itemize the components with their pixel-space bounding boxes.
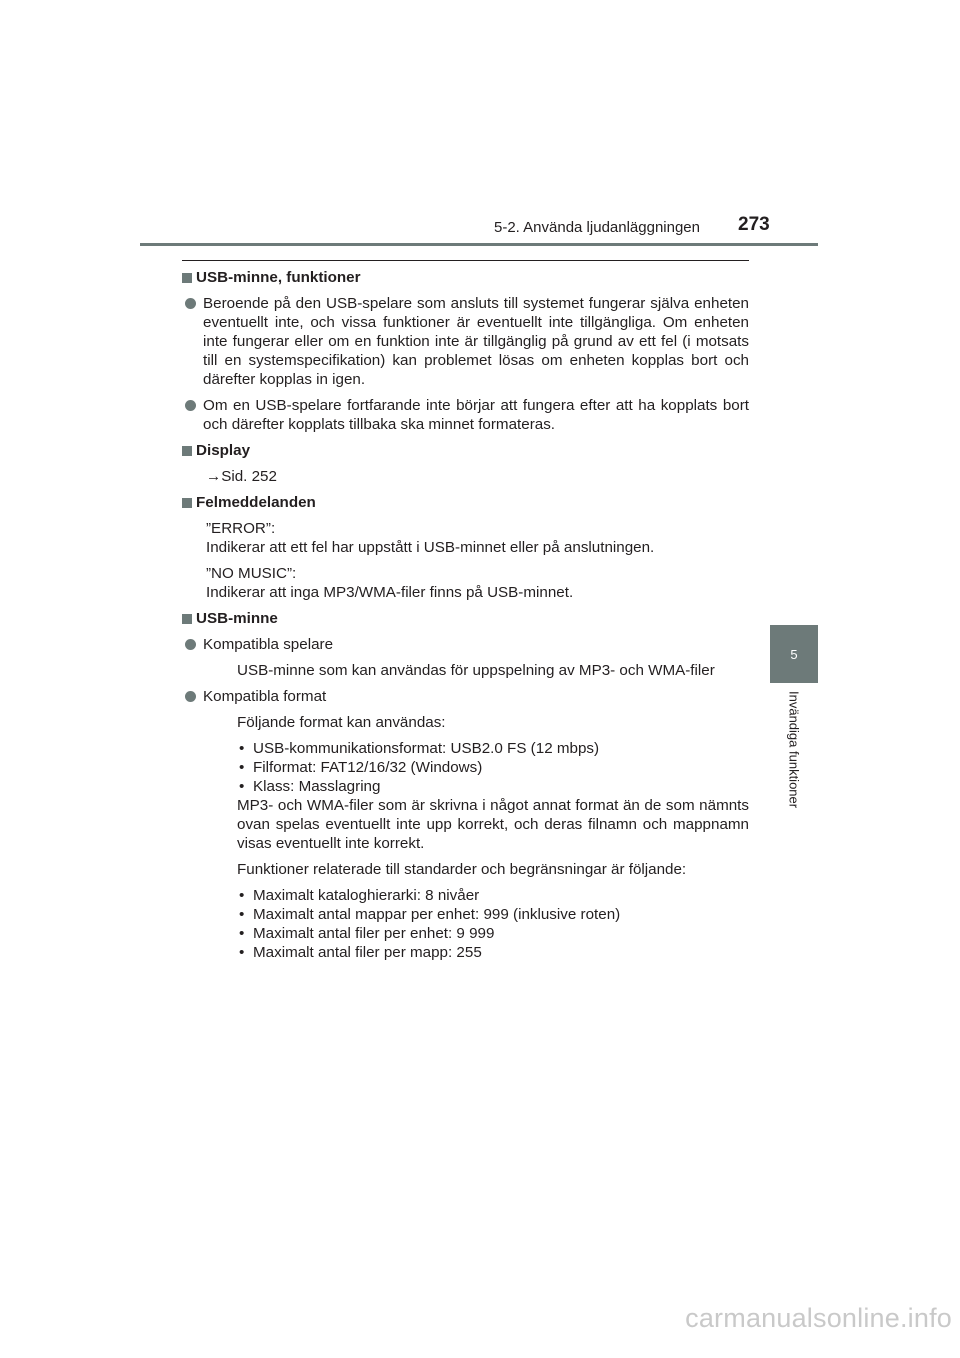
section-heading-errors — [182, 493, 749, 512]
paragraph: Följande format kan användas: — [237, 714, 446, 731]
page-number: 273 — [738, 214, 770, 235]
content-top-rule — [182, 260, 749, 261]
bullet-item — [182, 635, 749, 654]
bullet-item — [182, 687, 749, 706]
circle-bullet-icon — [185, 400, 196, 411]
bullet-text: Om en USB-spelare fortfarande inte börjar att fungera efter att ha kopplats bort och därefter kopplats tillbaka ska minnet formateras. — [203, 397, 749, 433]
error-description: Indikerar att ett fel har uppstått i USB-minnet eller på anslutningen. — [206, 539, 655, 556]
square-bullet-icon — [182, 498, 192, 508]
list-item: • Maximalt antal filer per enhet: 9 999 — [237, 924, 749, 943]
heading-text: Felmeddelanden — [196, 494, 316, 511]
error-entry — [206, 519, 749, 557]
list-item: • Maximalt antal mappar per enhet: 999 (inklusive roten) — [237, 905, 749, 924]
error-entry — [206, 564, 749, 602]
error-code: ”ERROR”: — [206, 520, 276, 537]
format-list — [237, 739, 749, 796]
error-description: Indikerar att inga MP3/WMA-filer finns på USB-minnet. — [206, 584, 574, 601]
chapter-tab-number: 5 — [770, 625, 818, 683]
list-item: • Klass: Masslagring — [237, 777, 749, 796]
paragraph: USB-minne som kan användas för uppspelning av MP3- och WMA-filer — [237, 662, 715, 679]
paragraph: MP3- och WMA-filer som är skrivna i något annat format än de som nämnts ovan spelas eventuellt inte upp korrekt, och deras filnamn och mappnamn visas eventuellt inte korrekt. — [237, 797, 749, 852]
page-content — [182, 268, 749, 969]
square-bullet-icon — [182, 273, 192, 283]
section-heading-usb-memory — [182, 609, 749, 628]
paragraph: Funktioner relaterade till standarder och begränsningar är följande: — [237, 861, 687, 878]
bullet-item — [182, 396, 749, 434]
heading-text: USB-minne — [196, 610, 278, 627]
list-item: • Maximalt kataloghierarki: 8 nivåer — [237, 886, 749, 905]
section-heading-usb-functions — [182, 268, 749, 287]
circle-bullet-icon — [185, 691, 196, 702]
square-bullet-icon — [182, 446, 192, 456]
list-item: • Filformat: FAT12/16/32 (Windows) — [237, 758, 749, 777]
error-code: ”NO MUSIC”: — [206, 565, 297, 582]
square-bullet-icon — [182, 614, 192, 624]
watermark: carmanualsonline.info — [685, 1303, 952, 1333]
page-reference: →Sid. 252 — [206, 468, 277, 485]
bullet-text: Kompatibla spelare — [203, 636, 334, 653]
bullet-text: Beroende på den USB-spelare som ansluts till systemet fungerar själva enheten eventuellt inte, och vissa funktioner är eventuellt inte tillgängliga. Om enheten inte fungerar eller om en funktion inte är tillgänglig på grund av ett fel (i motsats till en systemspecifikation) kan problemet lösas om enheten kopplas bort och därefter kopplas in igen. — [203, 295, 749, 388]
heading-text: Display — [196, 442, 251, 459]
circle-bullet-icon — [185, 639, 196, 650]
bullet-item — [182, 294, 749, 389]
limits-list — [237, 886, 749, 962]
header-rule — [140, 243, 818, 246]
list-item: • USB-kommunikationsformat: USB2.0 FS (12 mbps) — [237, 739, 749, 758]
circle-bullet-icon — [185, 298, 196, 309]
running-header: 5-2. Använda ljudanläggningen — [493, 219, 700, 236]
list-item: • Maximalt antal filer per mapp: 255 — [237, 943, 749, 962]
chapter-tab — [770, 683, 818, 843]
chapter-tab-label: Invändiga funktioner — [786, 691, 802, 809]
bullet-text: Kompatibla format — [203, 688, 327, 705]
section-heading-display — [182, 441, 749, 460]
heading-text: USB-minne, funktioner — [196, 269, 361, 286]
